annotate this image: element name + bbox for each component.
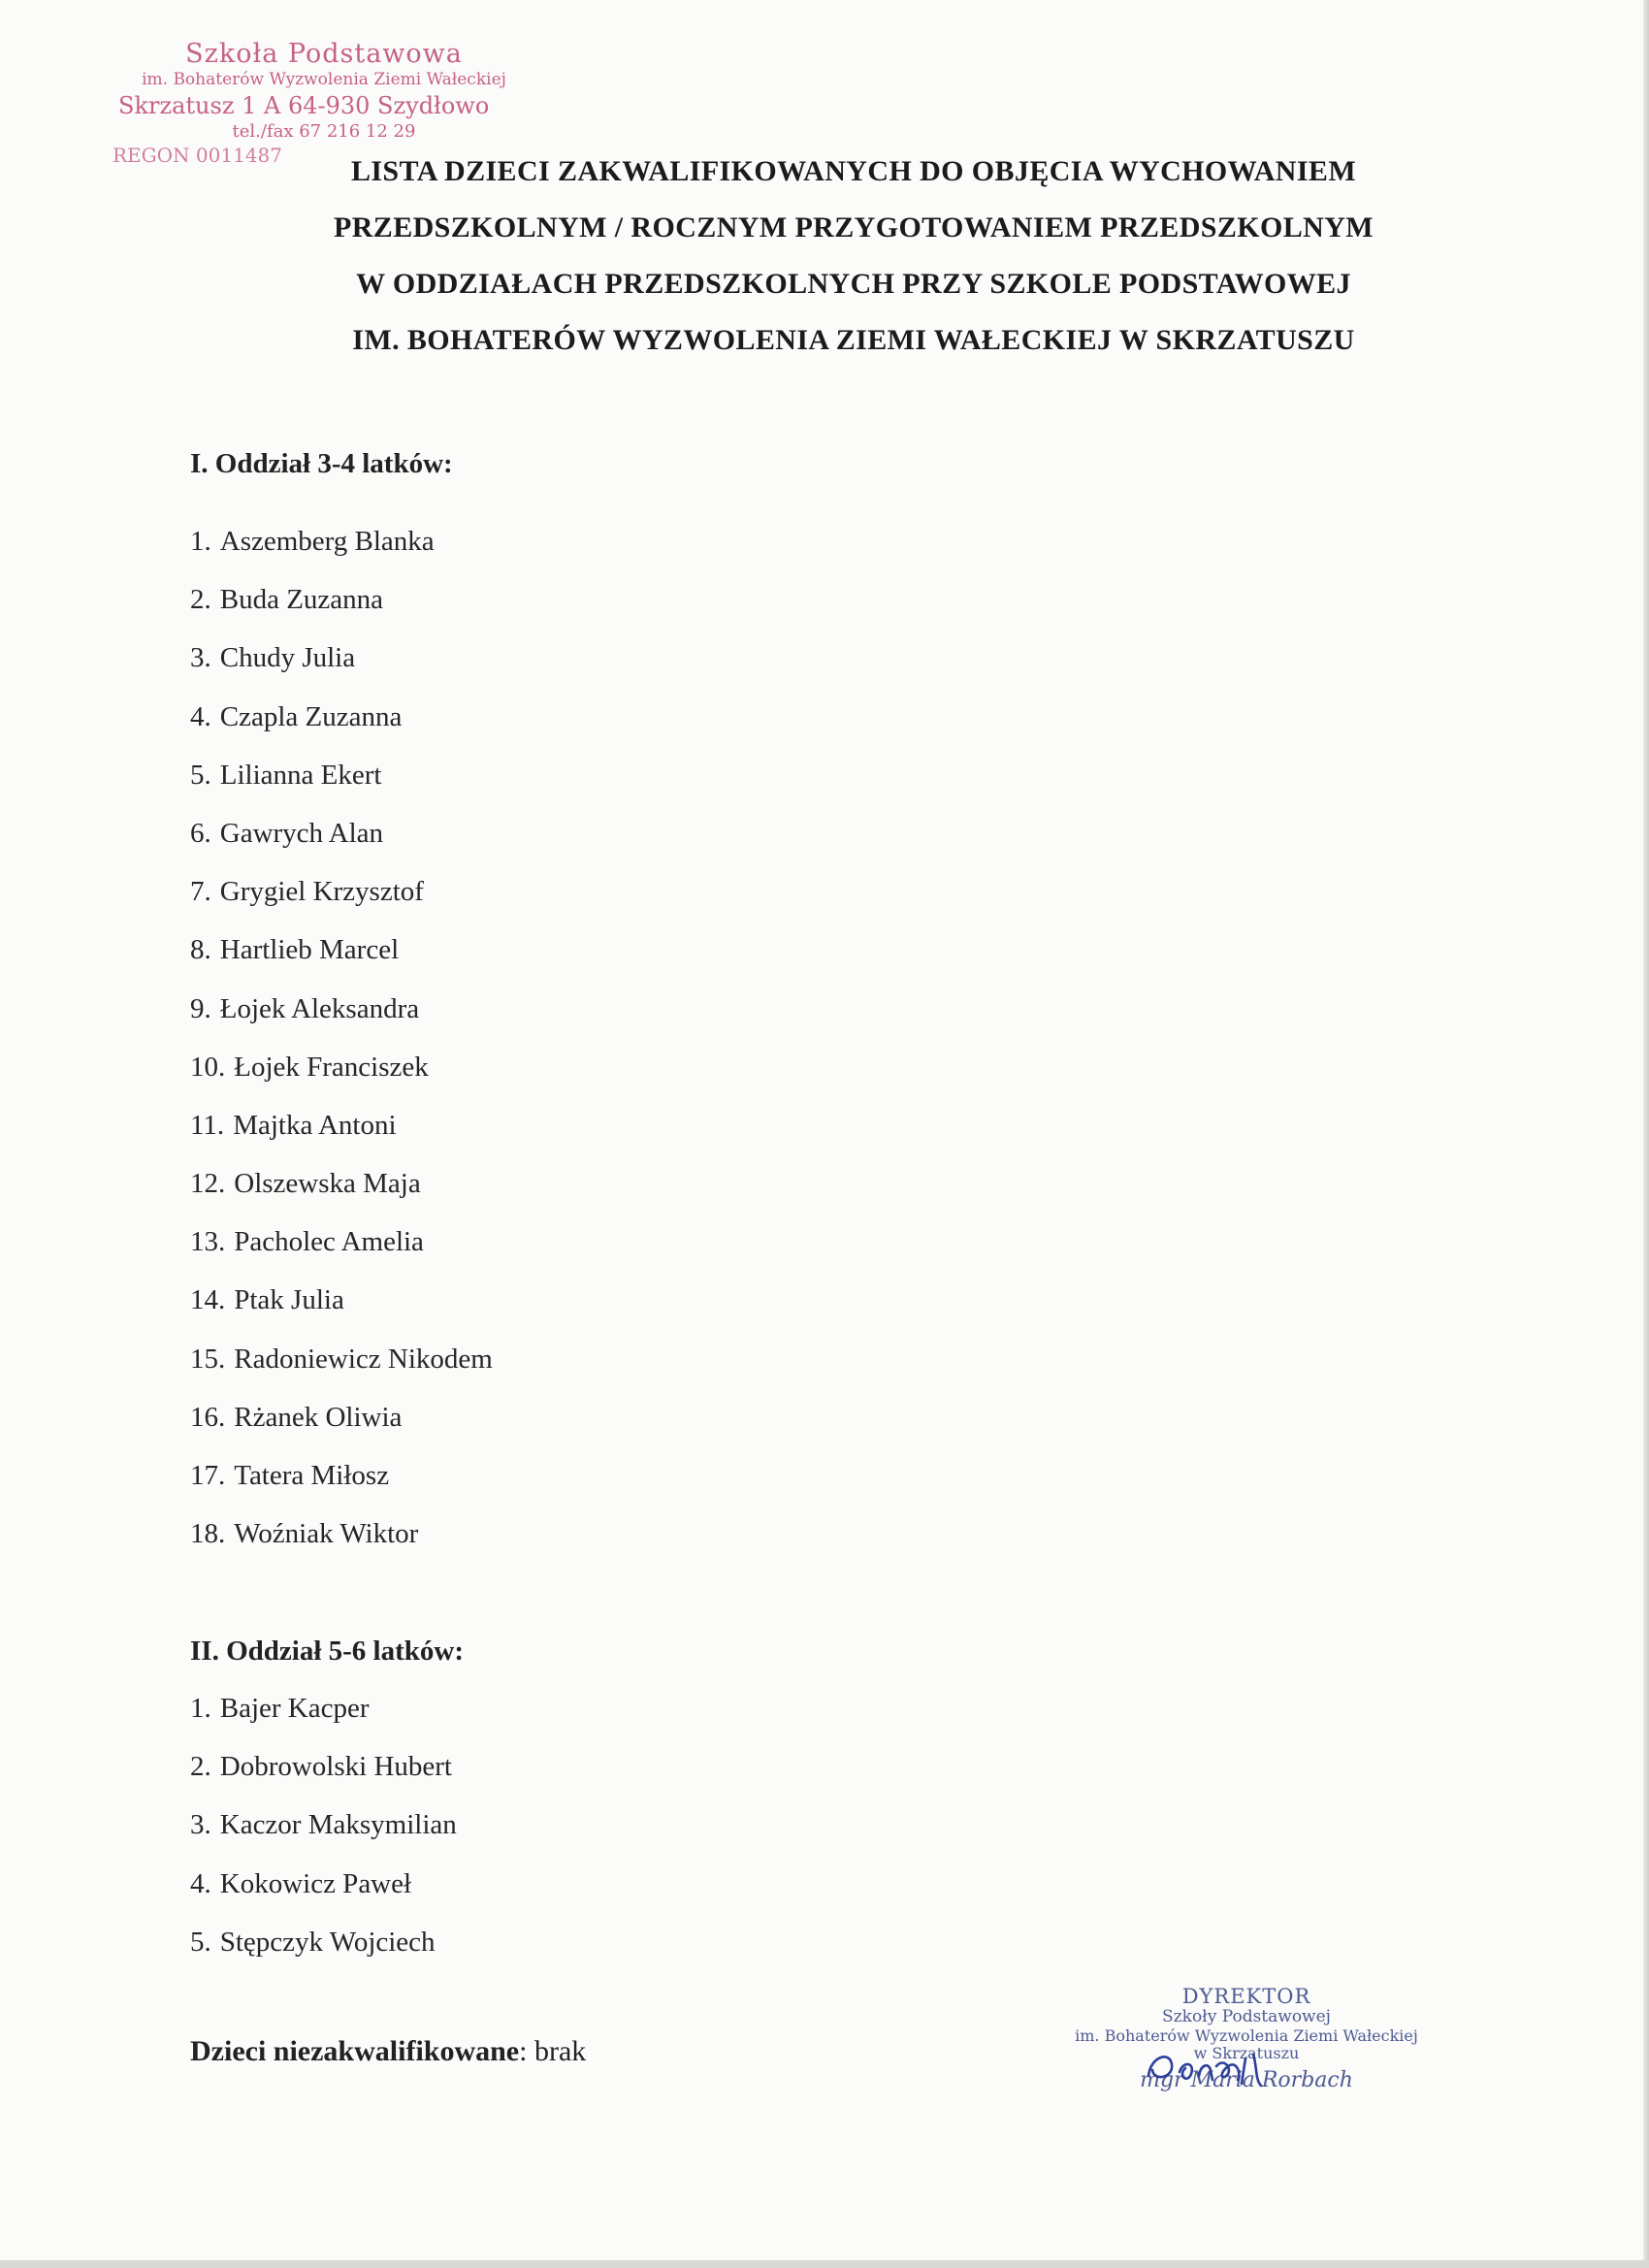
list-item: 2. Buda Zuzanna [190,584,384,616]
unqualified-note [190,2035,586,2068]
list-item: 5. Lilianna Ekert [190,759,382,791]
list-item: 3. Chudy Julia [190,642,356,674]
director-title: DYREKTOR [1181,1985,1311,2008]
page-edge [1643,0,1649,2268]
section-2-heading: II. Oddział 5-6 latków: [190,1636,464,1667]
list-item: 17. Tatera Miłosz [190,1460,390,1491]
list-item: 14. Ptak Julia [190,1284,344,1316]
list-item: 4. Czapla Zuzanna [190,700,403,732]
list-item: 2. Dobrowolski Hubert [190,1751,452,1783]
director-school: Szkoły Podstawowej [1162,2007,1331,2027]
list-item: 18. Woźniak Wiktor [190,1518,419,1550]
section-2-list [190,1679,457,1971]
list-item: 1. Bajer Kacper [190,1693,370,1724]
school-stamp-patron: im. Bohaterów Wyzwolenia Ziemi Wałeckiej [142,70,506,90]
list-item: 6. Gawrych Alan [190,817,384,849]
unqualified-value: : brak [519,2035,587,2067]
director-patron: im. Bohaterów Wyzwolenia Ziemi Wałeckiej [1075,2025,1418,2045]
school-stamp-name: Szkoła Podstawowa [185,39,463,69]
page-bottom-edge [0,2260,1649,2268]
school-stamp-regon: REGON 0011487 [113,144,282,168]
list-item: 3. Kaczor Maksymilian [190,1809,457,1841]
list-item: 7. Grygiel Krzysztof [190,876,424,908]
document-title [204,144,1504,369]
section-1-list [190,512,493,1563]
list-item: 4. Kokowicz Paweł [190,1867,412,1899]
list-item: 11. Majtka Antoni [190,1109,397,1141]
title-line-4: IM. BOHATERÓW WYZWOLENIA ZIEMI WAŁECKIEJ W SKRZATUSZU [352,324,1355,356]
list-item: 15. Radoniewicz Nikodem [190,1343,493,1375]
list-item: 8. Hartlieb Marcel [190,934,400,966]
director-location: w Skrzatuszu [1193,2044,1300,2063]
list-item: 12. Olszewska Maja [190,1168,421,1200]
signature-icon [1141,2037,1286,2095]
list-item: 13. Pacholec Amelia [190,1226,424,1258]
title-line-2: PRZEDSZKOLNYM / ROCZNYM PRZYGOTOWANIEM PRZEDSZKOLNYM [334,211,1374,243]
school-stamp-phone: tel./fax 67 216 12 29 [232,121,416,143]
unqualified-label: Dzieci niezakwalifikowane [190,2035,520,2067]
title-line-3: W ODDZIAŁACH PRZEDSZKOLNYCH PRZY SZKOLE PODSTAWOWEJ [356,268,1351,300]
list-item: 1. Aszemberg Blanka [190,526,435,557]
director-name: mgr Maria Rorbach [1140,2068,1353,2093]
title-line-1: LISTA DZIECI ZAKWALIFIKOWANYCH DO OBJĘCIA WYCHOWANIEM [350,155,1357,187]
list-item: 9. Łojek Aleksandra [190,992,420,1024]
school-stamp-address: Skrzatusz 1 A 64-930 Szydłowo [118,92,490,120]
list-item: 16. Rżanek Oliwia [190,1401,403,1433]
list-item: 10. Łojek Franciszek [190,1051,429,1083]
list-item: 5. Stępczyk Wojciech [190,1926,436,1958]
section-1-heading: I. Oddział 3-4 latków: [190,448,453,479]
